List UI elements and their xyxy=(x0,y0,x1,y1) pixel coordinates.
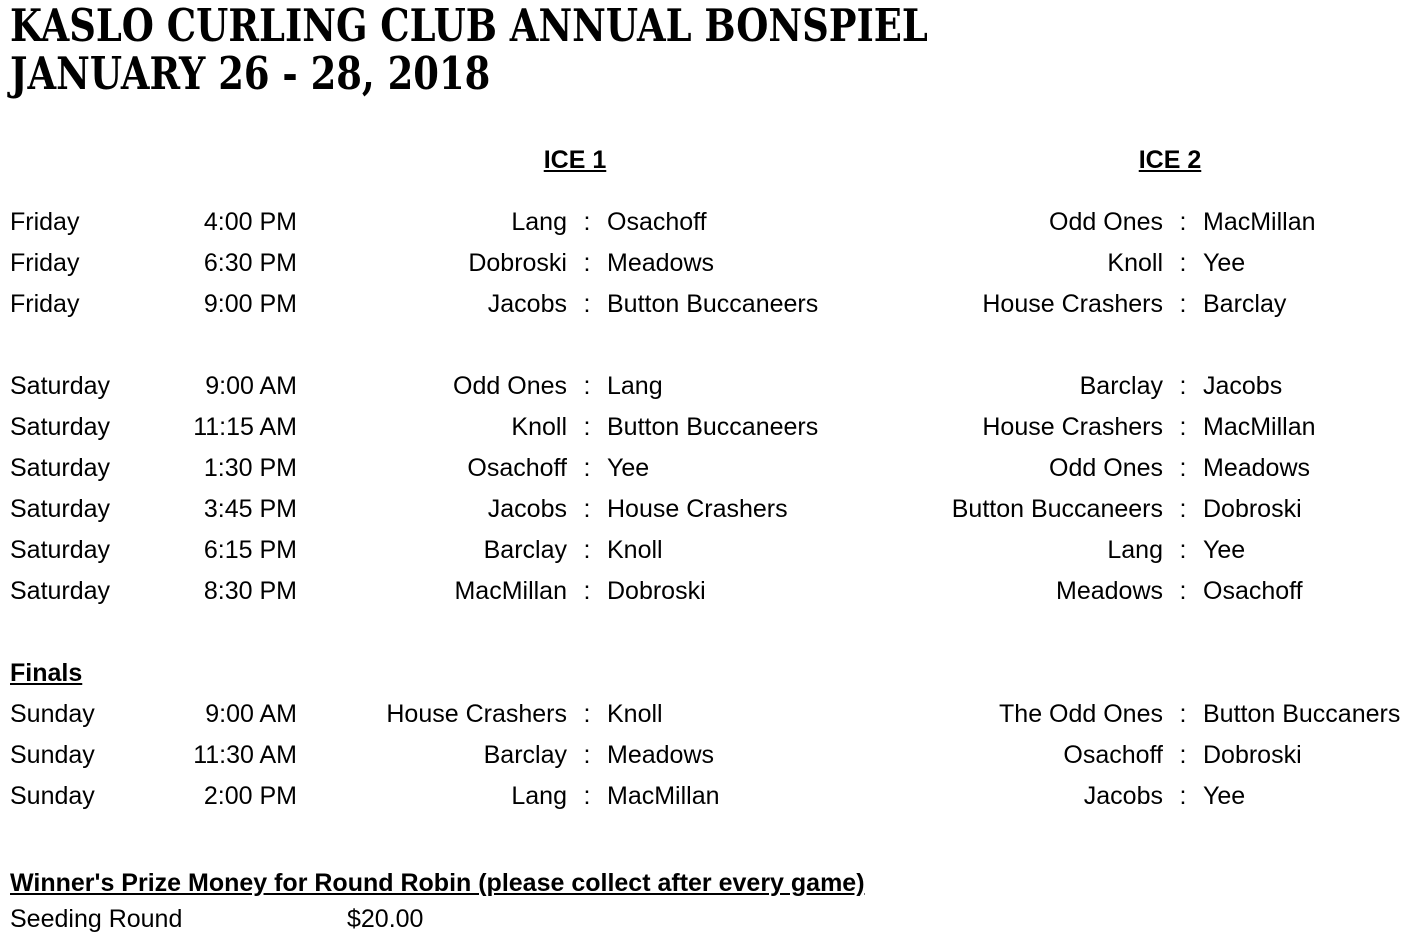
colon-separator: : xyxy=(1179,454,1187,482)
ice2-team-right: Yee xyxy=(1203,249,1246,277)
ice1-team-left: Osachoff xyxy=(467,454,567,482)
ice1-team-left: Knoll xyxy=(511,413,567,441)
title-line-1: KASLO CURLING CLUB ANNUAL BONSPIEL xyxy=(10,0,928,52)
seeding-round-label: Seeding Round xyxy=(10,905,183,933)
schedule-row xyxy=(10,366,1417,407)
ice2-team-left: House Crashers xyxy=(982,290,1163,318)
ice1-team-right: Knoll xyxy=(607,700,663,728)
colon-separator: : xyxy=(583,495,591,523)
ice2-team-left: Meadows xyxy=(1056,577,1163,605)
ice1-team-right: MacMillan xyxy=(607,782,720,810)
ice2-team-right: Dobroski xyxy=(1203,495,1302,523)
ice2-team-right: Button Buccaners xyxy=(1203,700,1401,728)
ice1-team-left: Lang xyxy=(511,782,567,810)
colon-separator: : xyxy=(583,700,591,728)
schedule-row xyxy=(10,735,1417,776)
day-cell: Sunday xyxy=(10,700,95,728)
day-cell: Saturday xyxy=(10,372,111,400)
ice1-team-left: House Crashers xyxy=(386,700,567,728)
colon-separator: : xyxy=(1179,741,1187,769)
ice1-team-left: Lang xyxy=(511,208,567,236)
time-cell: 6:30 PM xyxy=(203,249,297,277)
ice1-team-right: Meadows xyxy=(607,249,714,277)
day-cell: Friday xyxy=(10,249,80,277)
day-cell: Friday xyxy=(10,290,80,318)
schedule-row xyxy=(10,489,1417,530)
time-cell: 9:00 AM xyxy=(205,372,297,400)
colon-separator: : xyxy=(583,290,591,318)
colon-separator: : xyxy=(583,249,591,277)
colon-separator: : xyxy=(1179,208,1187,236)
time-cell: 4:00 PM xyxy=(203,208,297,236)
time-cell: 11:15 AM xyxy=(193,413,297,441)
ice1-team-left: Jacobs xyxy=(487,495,567,523)
colon-separator: : xyxy=(583,208,591,236)
day-cell: Sunday xyxy=(10,741,95,769)
ice2-team-right: MacMillan xyxy=(1203,208,1316,236)
ice1-team-right: Lang xyxy=(607,372,663,400)
schedule-row xyxy=(10,530,1417,571)
time-cell: 1:30 PM xyxy=(203,454,297,482)
colon-separator: : xyxy=(1179,413,1187,441)
ice1-team-right: Button Buccaneers xyxy=(607,413,819,441)
ice2-team-right: Yee xyxy=(1203,536,1246,564)
schedule-row xyxy=(10,776,1417,817)
colon-separator: : xyxy=(583,454,591,482)
colon-separator: : xyxy=(1179,249,1187,277)
ice2-team-left: Button Buccaneers xyxy=(951,495,1163,523)
colon-separator: : xyxy=(1179,290,1187,318)
colon-separator: : xyxy=(583,413,591,441)
ice1-team-left: Dobroski xyxy=(468,249,567,277)
ice2-team-left: Odd Ones xyxy=(1049,454,1163,482)
ice2-team-right: Jacobs xyxy=(1203,372,1283,400)
prize-money-heading: Winner's Prize Money for Round Robin (please collect after every game) xyxy=(10,869,865,897)
day-cell: Saturday xyxy=(10,454,111,482)
ice2-header: ICE 2 xyxy=(1138,146,1202,174)
saturday-schedule-block xyxy=(10,366,1417,612)
ice2-team-right: Yee xyxy=(1203,782,1246,810)
ice1-team-right: Yee xyxy=(607,454,650,482)
ice2-team-left: Knoll xyxy=(1107,249,1163,277)
colon-separator: : xyxy=(583,782,591,810)
ice1-team-left: Barclay xyxy=(483,536,567,564)
ice2-team-right: MacMillan xyxy=(1203,413,1316,441)
time-cell: 6:15 PM xyxy=(203,536,297,564)
colon-separator: : xyxy=(1179,495,1187,523)
colon-separator: : xyxy=(1179,372,1187,400)
seeding-round-row xyxy=(10,904,1417,935)
day-cell: Sunday xyxy=(10,782,95,810)
colon-separator: : xyxy=(1179,536,1187,564)
ice1-team-right: House Crashers xyxy=(607,495,788,523)
schedule-row xyxy=(10,407,1417,448)
time-cell: 8:30 PM xyxy=(203,577,297,605)
schedule-row xyxy=(10,202,1417,243)
ice1-team-left: MacMillan xyxy=(454,577,567,605)
ice1-team-right: Osachoff xyxy=(607,208,707,236)
friday-schedule-block xyxy=(10,202,1417,325)
ice1-team-left: Odd Ones xyxy=(453,372,567,400)
ice2-team-left: Osachoff xyxy=(1063,741,1163,769)
ice2-team-left: Jacobs xyxy=(1083,782,1163,810)
schedule-row xyxy=(10,571,1417,612)
ice1-team-left: Barclay xyxy=(483,741,567,769)
sunday-finals-block xyxy=(10,694,1417,817)
ice1-team-right: Knoll xyxy=(607,536,663,564)
ice1-header: ICE 1 xyxy=(543,146,607,174)
ice2-team-left: House Crashers xyxy=(982,413,1163,441)
colon-separator: : xyxy=(583,741,591,769)
time-cell: 2:00 PM xyxy=(203,782,297,810)
day-cell: Saturday xyxy=(10,536,111,564)
ice2-team-right: Meadows xyxy=(1203,454,1310,482)
schedule-row xyxy=(10,284,1417,325)
colon-separator: : xyxy=(583,577,591,605)
time-cell: 11:30 AM xyxy=(193,741,297,769)
day-cell: Saturday xyxy=(10,577,111,605)
document-title xyxy=(10,2,928,98)
ice2-team-right: Barclay xyxy=(1203,290,1287,318)
ice2-team-left: The Odd Ones xyxy=(999,700,1163,728)
ice1-team-right: Meadows xyxy=(607,741,714,769)
colon-separator: : xyxy=(1179,577,1187,605)
colon-separator: : xyxy=(1179,782,1187,810)
colon-separator: : xyxy=(583,372,591,400)
title-line-2: JANUARY 26 - 28, 2018 xyxy=(10,47,491,100)
day-cell: Friday xyxy=(10,208,80,236)
time-cell: 9:00 AM xyxy=(205,700,297,728)
finals-section-heading: Finals xyxy=(10,659,83,687)
schedule-row xyxy=(10,243,1417,284)
ice2-team-left: Barclay xyxy=(1079,372,1163,400)
schedule-row xyxy=(10,694,1417,735)
time-cell: 3:45 PM xyxy=(203,495,297,523)
ice2-team-left: Odd Ones xyxy=(1049,208,1163,236)
time-cell: 9:00 PM xyxy=(203,290,297,318)
day-cell: Saturday xyxy=(10,495,111,523)
colon-separator: : xyxy=(1179,700,1187,728)
ice2-team-right: Dobroski xyxy=(1203,741,1302,769)
ice1-team-right: Button Buccaneers xyxy=(607,290,819,318)
day-cell: Saturday xyxy=(10,413,111,441)
seeding-round-amount: $20.00 xyxy=(347,905,424,933)
ice2-team-left: Lang xyxy=(1107,536,1163,564)
ice1-team-right: Dobroski xyxy=(607,577,706,605)
schedule-row xyxy=(10,448,1417,489)
ice2-team-right: Osachoff xyxy=(1203,577,1303,605)
ice1-team-left: Jacobs xyxy=(487,290,567,318)
colon-separator: : xyxy=(583,536,591,564)
